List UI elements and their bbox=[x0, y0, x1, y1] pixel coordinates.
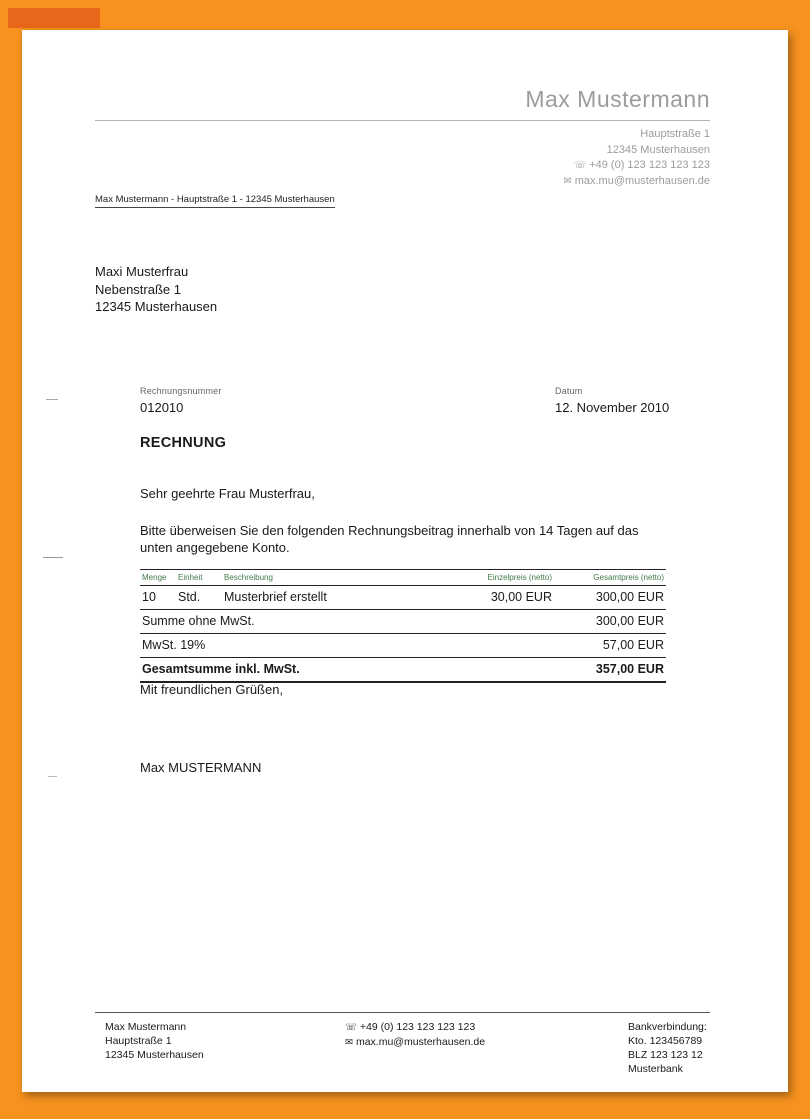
phone-icon: ☏ bbox=[573, 160, 587, 171]
invoice-date-label: Datum bbox=[555, 386, 583, 396]
invoice-number-block bbox=[140, 386, 222, 415]
signature-name: Max MUSTERMANN bbox=[140, 760, 262, 775]
summary-netto-label: Summe ohne MwSt. bbox=[142, 614, 255, 628]
fold-mark-bottom bbox=[48, 776, 57, 777]
document-title: RECHNUNG bbox=[140, 435, 227, 451]
col-header-einheit: Einheit bbox=[178, 573, 203, 582]
invoice-date-block bbox=[555, 386, 669, 415]
email-icon: ✉ bbox=[345, 1037, 353, 1048]
letterhead-divider bbox=[95, 120, 710, 121]
letterhead-email: max.mu@musterhausen.de bbox=[574, 174, 710, 187]
letterhead-city: 12345 Musterhausen bbox=[606, 143, 710, 156]
summary-mwst-label: MwSt. 19% bbox=[142, 638, 206, 652]
letterhead-street: Hauptstraße 1 bbox=[640, 128, 710, 140]
footer-bank-block bbox=[628, 1020, 707, 1076]
recipient-address bbox=[95, 263, 217, 316]
summary-total-label: Gesamtsumme inkl. MwSt. bbox=[142, 662, 300, 676]
cell-einzelpreis: 30,00 EUR bbox=[490, 590, 552, 604]
invoice-number-label: Rechnungsnummer bbox=[140, 386, 222, 396]
email-icon: ✉ bbox=[563, 175, 572, 187]
letterhead-address bbox=[563, 127, 710, 189]
col-header-gesamtpreis: Gesamtpreis (netto) bbox=[593, 573, 664, 582]
sender-return-line: Max Mustermann - Hauptstraße 1 - 12345 Musterhausen bbox=[95, 194, 335, 208]
cell-menge: 10 bbox=[142, 590, 156, 604]
summary-mwst-value: 57,00 EUR bbox=[602, 638, 664, 652]
summary-netto-value: 300,00 EUR bbox=[595, 614, 664, 628]
col-header-beschreibung: Beschreibung bbox=[224, 573, 273, 582]
col-header-menge: Menge bbox=[142, 573, 167, 582]
summary-total-value: 357,00 EUR bbox=[595, 662, 664, 676]
footer-phone: +49 (0) 123 123 123 123 bbox=[359, 1021, 476, 1033]
summary-row-total bbox=[140, 658, 666, 683]
cell-gesamtpreis: 300,00 EUR bbox=[595, 590, 664, 604]
footer-name: Max Mustermann bbox=[105, 1021, 187, 1033]
invoice-table bbox=[140, 569, 666, 683]
closing-line: Mit freundlichen Grüßen, bbox=[140, 682, 284, 697]
fold-mark-top bbox=[46, 399, 58, 400]
summary-row-mwst bbox=[140, 634, 666, 658]
footer-email-line bbox=[345, 1035, 485, 1050]
footer-phone-line bbox=[345, 1020, 485, 1035]
salutation: Sehr geehrte Frau Musterfrau, bbox=[140, 486, 315, 501]
cell-beschreibung: Musterbrief erstellt bbox=[224, 590, 327, 604]
footer-bank-kto: Kto. 123456789 bbox=[628, 1035, 703, 1047]
letterhead-phone-line bbox=[563, 158, 710, 174]
summary-row-netto bbox=[140, 610, 666, 634]
footer-bank-label: Bankverbindung: bbox=[628, 1021, 707, 1033]
footer-email: max.mu@musterhausen.de bbox=[355, 1036, 486, 1048]
table-row bbox=[140, 586, 666, 610]
letterhead-email-line bbox=[563, 174, 710, 190]
invoice-page bbox=[22, 30, 788, 1092]
table-header-row bbox=[140, 569, 666, 586]
footer-street: Hauptstraße 1 bbox=[105, 1035, 172, 1047]
footer-city: 12345 Musterhausen bbox=[105, 1049, 204, 1061]
invoice-date-value: 12. November 2010 bbox=[555, 400, 670, 415]
cell-einheit: Std. bbox=[178, 590, 201, 604]
letterhead-name: Max Mustermann bbox=[525, 86, 710, 112]
recipient-name: Maxi Musterfrau bbox=[95, 264, 189, 279]
footer-contact-block bbox=[345, 1020, 485, 1050]
phone-icon: ☏ bbox=[345, 1022, 357, 1033]
invoice-number-value: 012010 bbox=[140, 400, 184, 415]
footer-address-block bbox=[105, 1020, 204, 1062]
recipient-street: Nebenstraße 1 bbox=[95, 281, 181, 297]
recipient-city: 12345 Musterhausen bbox=[95, 299, 218, 314]
footer-bank-name: Musterbank bbox=[628, 1063, 683, 1075]
col-header-einzelpreis: Einzelpreis (netto) bbox=[487, 573, 552, 582]
footer-bank-blz: BLZ 123 123 12 bbox=[628, 1049, 703, 1061]
letterhead-phone: +49 (0) 123 123 123 123 bbox=[589, 159, 710, 171]
fold-mark-middle bbox=[43, 557, 63, 558]
frame-accent-bar bbox=[8, 8, 100, 28]
footer-divider bbox=[95, 1012, 710, 1013]
body-paragraph: Bitte überweisen Sie den folgenden Rechnungsbeitrag innerhalb von 14 Tagen auf das unten angegebene Konto. bbox=[140, 523, 639, 555]
